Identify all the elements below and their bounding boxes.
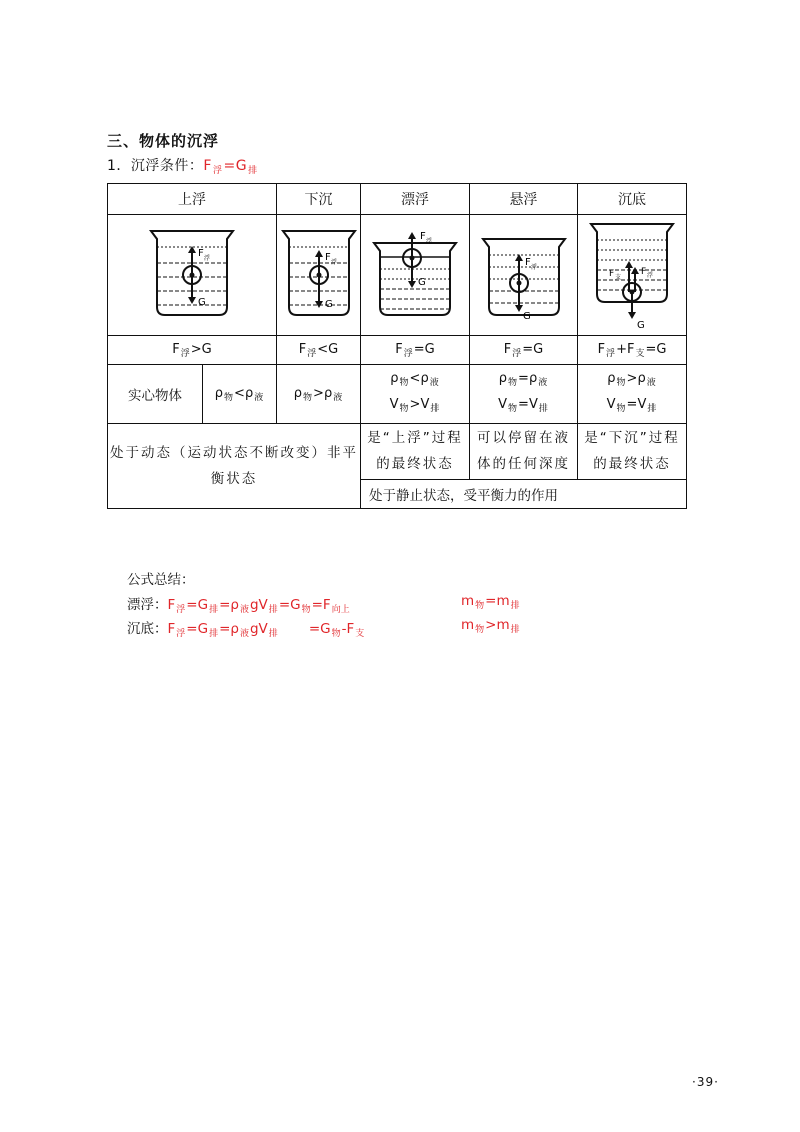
label-F: F bbox=[524, 257, 531, 268]
beaker-float-icon bbox=[370, 225, 460, 325]
label-Fz-sub: 支 bbox=[615, 274, 622, 281]
label-F: F bbox=[420, 231, 426, 242]
section-title: 三、物体的沉浮 bbox=[107, 132, 220, 150]
page-number: ·39· bbox=[692, 1075, 719, 1089]
desc-dynamic: 处于动态（运动状态不断改变）非平衡状态 bbox=[108, 424, 361, 509]
density-float: $\rho_物<\rho_液$ $V_物>V_排$ bbox=[361, 365, 470, 424]
desc-float: 是“上浮”过程的最终状态 bbox=[361, 424, 470, 480]
label-G: G bbox=[418, 277, 426, 288]
label-F-sub: 浮 bbox=[204, 255, 211, 262]
beaker-bottom-icon bbox=[587, 220, 677, 330]
header-suspend: 悬浮 bbox=[470, 184, 578, 215]
condition-line bbox=[107, 155, 259, 176]
density-rise: $\rho_物<\rho_液$ bbox=[203, 365, 277, 424]
label-F-sub: 浮 bbox=[647, 272, 654, 279]
beaker-sink-icon bbox=[279, 225, 359, 325]
formula-bottom: 沉底：$F_浮=G_排=\rho_液gV_排$ $=G_物-F_支$ bbox=[127, 621, 365, 639]
density-bottom: $\rho_物>\rho_液$ $V_物=V_排$ bbox=[578, 365, 687, 424]
label-G: G bbox=[637, 320, 645, 330]
desc-static: 处于静止状态，受平衡力的作用 bbox=[361, 479, 687, 508]
label-G: G bbox=[522, 311, 531, 322]
condition-prefix: 1．沉浮条件： bbox=[107, 158, 204, 174]
header-sink: 下沉 bbox=[277, 184, 361, 215]
beaker-rise-icon bbox=[147, 225, 237, 325]
label-F: F bbox=[324, 252, 331, 263]
label-G: G bbox=[198, 297, 206, 308]
label-Fz: F bbox=[609, 269, 615, 279]
label-F-sub: 浮 bbox=[530, 264, 537, 271]
header-bottom: 沉底 bbox=[578, 184, 687, 215]
density-sink: $\rho_物>\rho_液$ bbox=[277, 365, 361, 424]
solid-object-label: 实心物体 bbox=[108, 365, 203, 424]
force-float: $F_浮=G$ bbox=[361, 336, 470, 365]
force-suspend: $F_浮=G$ bbox=[470, 336, 578, 365]
formula-float: 漂浮：$F_浮=G_排=\rho_液gV_排=G_物=F_{向上}$ bbox=[127, 597, 350, 615]
label-G: G bbox=[324, 299, 333, 310]
header-float: 漂浮 bbox=[361, 184, 470, 215]
label-F-sub: 浮 bbox=[426, 238, 433, 245]
sink-float-table bbox=[107, 183, 687, 509]
beaker-suspend-icon bbox=[479, 225, 569, 325]
label-F-sub: 浮 bbox=[330, 259, 337, 266]
diagram-float bbox=[361, 215, 470, 336]
mass-float: $m_物=m_排$ bbox=[461, 593, 520, 611]
force-rise: $F_浮>G$ bbox=[108, 336, 277, 365]
density-suspend: $\rho_物=\rho_液$ $V_物=V_排$ bbox=[470, 365, 578, 424]
diagram-sink bbox=[277, 215, 361, 336]
label-F: F bbox=[641, 267, 647, 277]
diagram-rise bbox=[108, 215, 277, 336]
force-sink: $F_浮<G$ bbox=[277, 336, 361, 365]
label-F: F bbox=[198, 248, 204, 259]
header-rise: 上浮 bbox=[108, 184, 277, 215]
diagram-bottom bbox=[578, 215, 687, 336]
diagram-suspend bbox=[470, 215, 578, 336]
desc-suspend: 可以停留在液体的任何深度 bbox=[470, 424, 578, 480]
mass-bottom: $m_物>m_排$ bbox=[461, 617, 520, 635]
condition-formula: $F_浮=G_排$ bbox=[203, 158, 258, 176]
summary-label: 公式总结： bbox=[127, 572, 195, 588]
force-bottom: $F_浮+F_支=G$ bbox=[578, 336, 687, 365]
desc-bottom: 是“下沉”过程的最终状态 bbox=[578, 424, 687, 480]
